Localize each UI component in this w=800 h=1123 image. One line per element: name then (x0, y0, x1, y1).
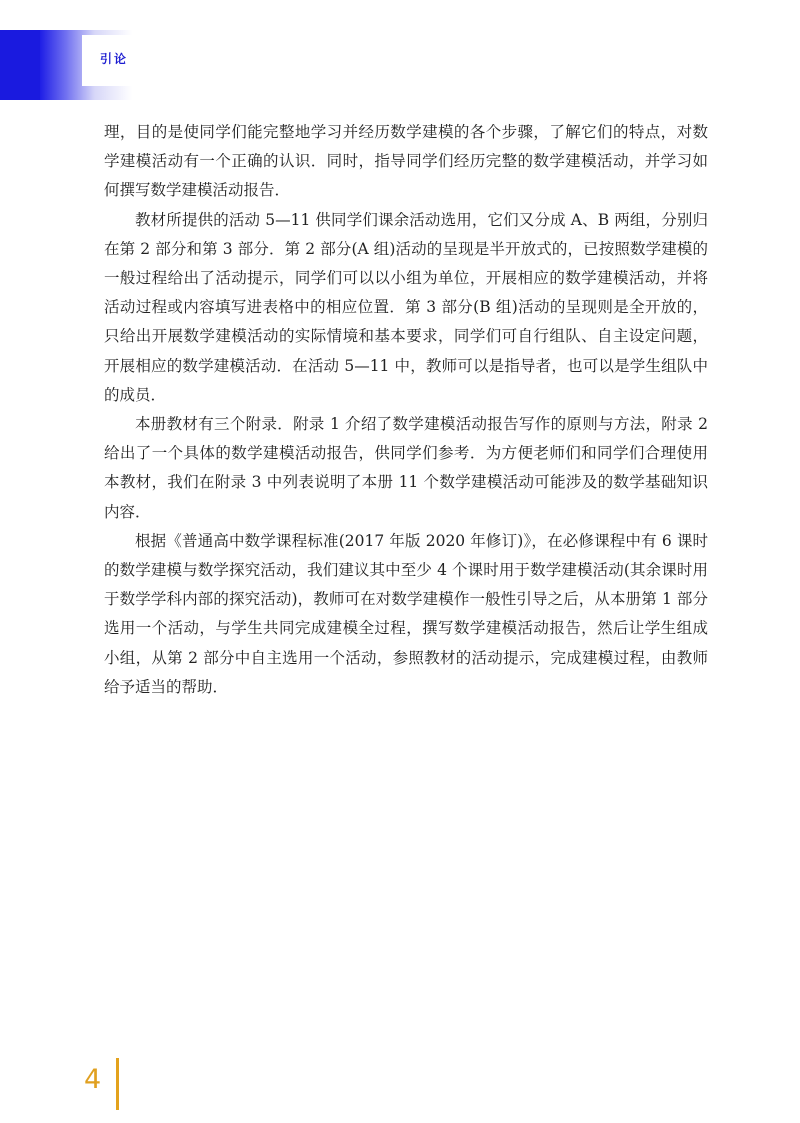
footer-divider (116, 1058, 119, 1110)
section-label: 引论 (100, 52, 129, 66)
paragraph-curriculum: 根据《普通高中数学课程标准(2017 年版 2020 年修订)》，在必修课程中有 6 课时的数学建模与数学探究活动，我们建议其中至少 4 个课时用于数学建模活动(其余课时用于数学学科内部的探究活动)，教师可在对数学建模作一般性引导之后，从本册第 1 部分选用一个活动，与学生共同完成建模全过程，撰写数学建模活动报告，然后让学生组成小组，从第 2 部分中自主选用一个活动，参照教材的活动提示，完成建模过程，由教师给予适当的帮助． (104, 531, 708, 696)
paragraph-activities: 教材所提供的活动 5—11 供同学们课余活动选用，它们又分成 A、B 两组，分别归在第 2 部分和第 3 部分．第 2 部分(A 组)活动的呈现是半开放式的，已按照数学建模的一般过程给出了活动提示，同学们可以以小组为单位，开展相应的数学建模活动，并将活动过程或内容填写进表格中的相应位置．第 3 部分(B 组)活动的呈现则是全开放的，只给出开展数学建模活动的实际情境和基本要求，同学们可自行组队、自主设定问题，开展相应的数学建模活动．在活动 5—11 中，教师可以是指导者，也可以是学生组队中的成员． (104, 210, 708, 404)
body-text (104, 118, 708, 702)
header-color-band (0, 30, 40, 100)
page-number: 4 (84, 1064, 102, 1095)
paragraph-continued: 理，目的是使同学们能完整地学习并经历数学建模的各个步骤，了解它们的特点，对数学建模活动有一个正确的认识．同时，指导同学们经历完整的数学建模活动，并学习如何撰写数学建模活动报告． (104, 123, 708, 200)
paragraph-appendices: 本册教材有三个附录．附录 1 介绍了数学建模活动报告写作的原则与方法，附录 2 给出了一个具体的数学建模活动报告，供同学们参考．为方便老师们和同学们合理使用本教材，我们在附录 3 中列表说明了本册 11 个数学建模活动可能涉及的数学基础知识内容． (104, 415, 708, 521)
